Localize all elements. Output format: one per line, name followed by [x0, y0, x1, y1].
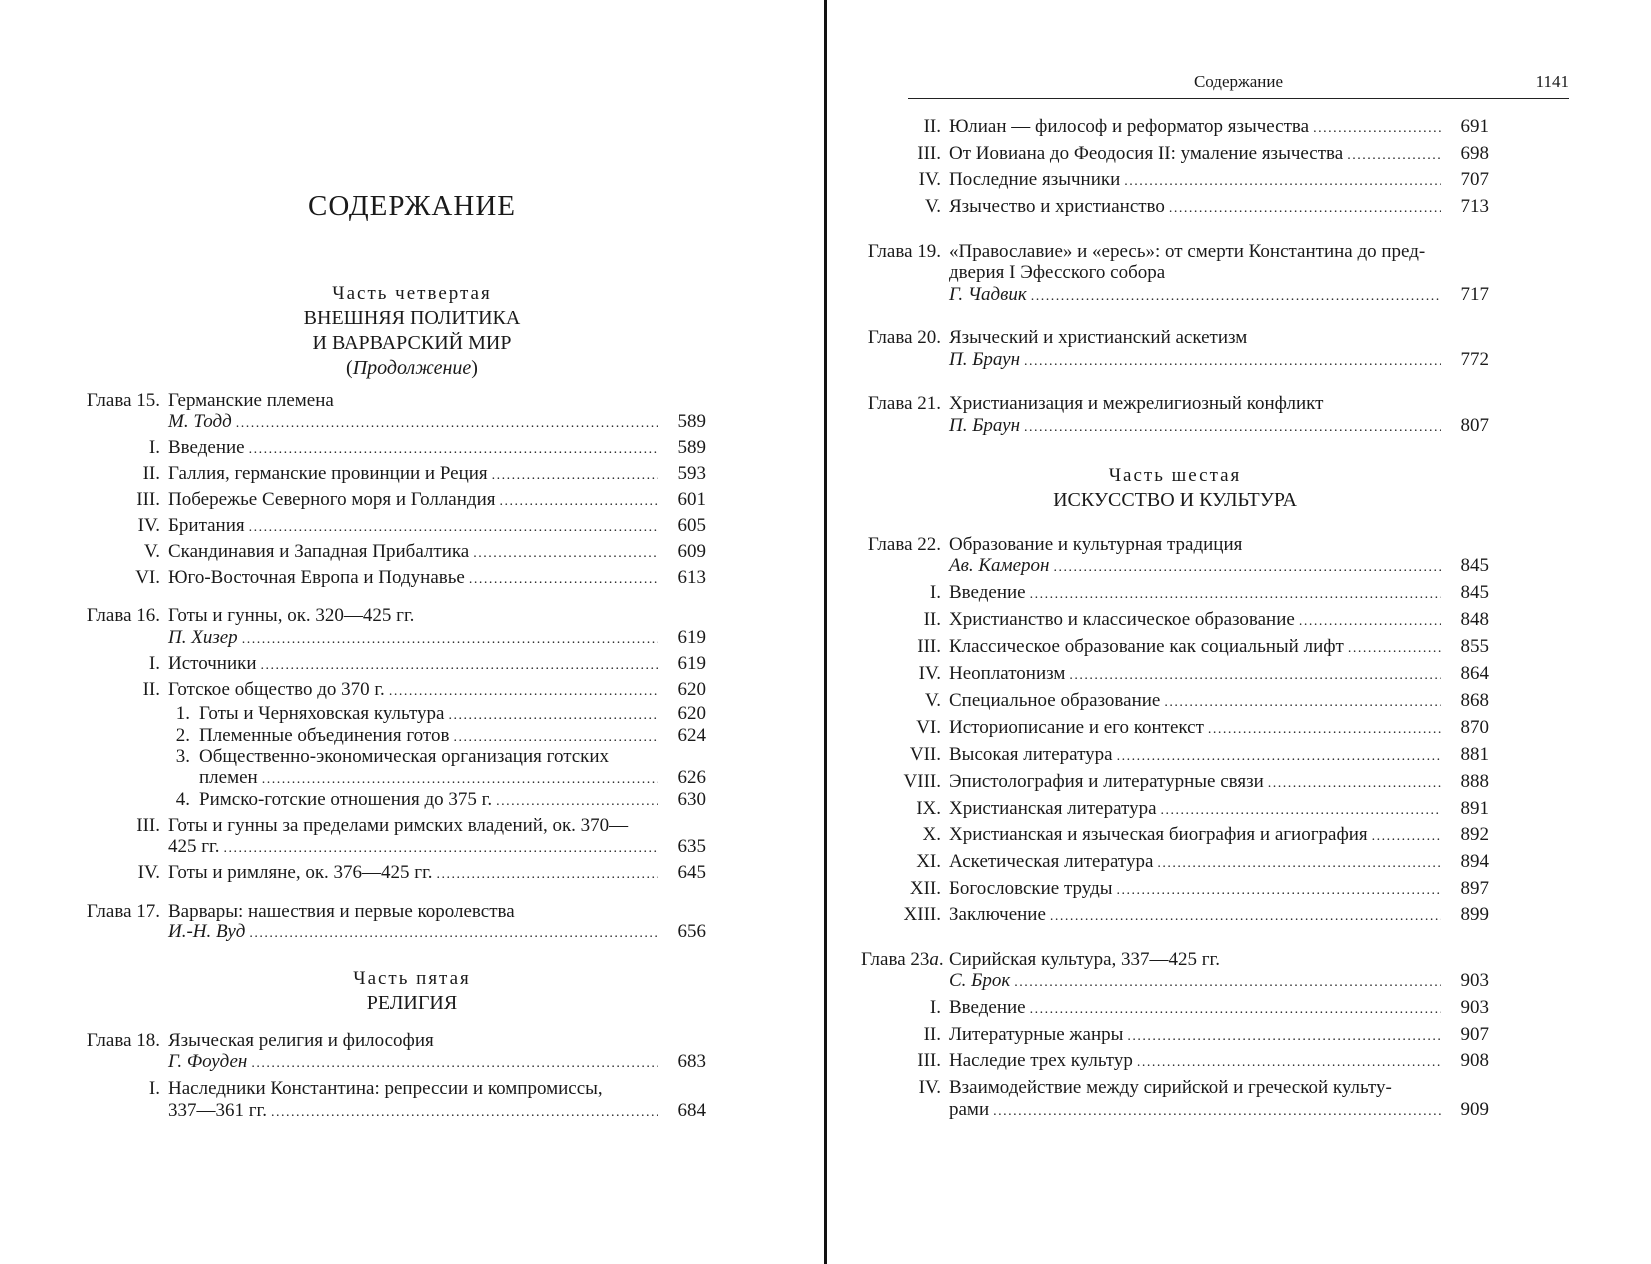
chapter-title: Германские племена	[168, 390, 334, 411]
chapter-author: И.-Н. Вуд	[168, 921, 246, 942]
section-number: II.	[923, 1024, 941, 1045]
toc-section[interactable]	[80, 566, 706, 592]
leader-dots	[1050, 903, 1441, 929]
section-number: IV.	[137, 862, 160, 883]
section-number: III.	[136, 815, 160, 836]
chapter-author: Г. Фоуден	[168, 1051, 248, 1072]
left-page	[0, 0, 824, 1264]
leader-dots	[223, 835, 658, 861]
toc-section[interactable]	[80, 678, 706, 704]
leader-dots	[251, 1050, 658, 1076]
chapter-title: Готы и гунны, ок. 320—425 гг.	[168, 605, 415, 626]
toc-section[interactable]	[861, 877, 1489, 903]
page-number: 892	[1460, 824, 1489, 845]
running-head	[908, 70, 1569, 99]
leader-dots	[993, 1098, 1441, 1124]
toc-section[interactable]	[80, 462, 706, 488]
toc-section[interactable]	[861, 142, 1489, 168]
leader-dots	[1161, 797, 1441, 823]
leader-dots	[261, 652, 658, 678]
leader-dots	[1024, 414, 1441, 440]
leader-dots	[1169, 195, 1441, 221]
leader-dots	[1014, 969, 1441, 995]
leader-dots	[1348, 635, 1441, 661]
section-number: V.	[143, 541, 160, 562]
toc-section[interactable]	[861, 903, 1489, 929]
chapter-label: Глава 18.	[86, 1030, 160, 1051]
toc-chapter-title-cont[interactable]	[949, 261, 1489, 285]
leader-dots	[1137, 1049, 1441, 1075]
section-number: XI.	[916, 851, 941, 872]
chapter-label: Глава 15.	[86, 390, 160, 411]
leader-dots	[1164, 689, 1441, 715]
toc-section[interactable]	[861, 689, 1489, 715]
toc-author-line[interactable]	[168, 410, 706, 436]
chapter-label: Глава 21.	[867, 393, 941, 414]
page-number: 645	[677, 862, 706, 883]
toc-section[interactable]	[861, 850, 1489, 876]
part-label: Часть шестая	[1108, 465, 1242, 486]
leader-dots	[242, 626, 658, 652]
page-number: 707	[1460, 169, 1489, 190]
leader-dots	[1127, 1023, 1441, 1049]
subsection-title: Племенные объединения готов	[199, 725, 450, 746]
part-title: ИСКУССТВО И КУЛЬТУРА	[1053, 489, 1297, 511]
part-note: (Продолжение)	[346, 357, 478, 379]
page-number: 848	[1460, 609, 1489, 630]
section-number: VIII.	[903, 771, 941, 792]
chapter-title: Варвары: нашествия и первые королевства	[168, 901, 515, 922]
section-number: I.	[929, 997, 941, 1018]
section-title: Готы и гунны за пределами римских владений, ок. 370—	[168, 815, 629, 836]
section-number: IV.	[137, 515, 160, 536]
page-number: 619	[677, 653, 706, 674]
section-number: V.	[924, 690, 941, 711]
page-number: 635	[677, 836, 706, 857]
section-title: Христианская литература	[949, 798, 1157, 819]
section-number: I.	[148, 1078, 160, 1099]
section-number: XII.	[909, 878, 941, 899]
toc-section[interactable]	[861, 115, 1489, 141]
toc-section[interactable]	[861, 1076, 1489, 1100]
chapter-label: Глава 20.	[867, 327, 941, 348]
page-number: 593	[677, 463, 706, 484]
part-title-line1: ВНЕШНЯЯ ПОЛИТИКА	[303, 307, 521, 329]
page-number: 897	[1460, 878, 1489, 899]
page-number: 899	[1460, 904, 1489, 925]
section-title: Наследие трех культур	[949, 1050, 1133, 1071]
toc-section[interactable]	[861, 770, 1489, 796]
subsection-number: 1.	[175, 703, 190, 724]
section-title: Христианство и классическое образование	[949, 609, 1295, 630]
toc-author-line[interactable]	[949, 969, 1489, 995]
section-title: Наследники Константина: репрессии и компромиссы,	[168, 1078, 603, 1099]
section-title-cont: рами	[949, 1099, 990, 1120]
toc-section[interactable]	[861, 743, 1489, 769]
section-title: Богословские труды	[949, 878, 1113, 899]
leader-dots	[1299, 608, 1441, 634]
subsection-title-cont: племен	[199, 767, 258, 788]
leader-dots	[1117, 877, 1441, 903]
section-title: Введение	[949, 582, 1026, 603]
page-number: 691	[1460, 116, 1489, 137]
page-number: 656	[677, 921, 706, 942]
section-title-cont: 337—361 гг.	[168, 1100, 267, 1121]
chapter-title: «Православие» и «ересь»: от смерти Константина до пред-	[949, 241, 1426, 262]
part-label: Часть пятая	[353, 968, 471, 989]
leader-dots	[1069, 662, 1441, 688]
leader-dots	[249, 920, 658, 946]
section-title-cont: 425 гг.	[168, 836, 220, 857]
page-number: 626	[677, 767, 706, 788]
section-number: IV.	[918, 1077, 941, 1098]
leader-dots	[496, 788, 658, 814]
section-title: Британия	[168, 515, 245, 536]
leader-dots	[1030, 996, 1441, 1022]
chapter-title-cont: дверия I Эфесского собора	[949, 262, 1166, 283]
section-number: X.	[922, 824, 941, 845]
toc-chapter-16[interactable]	[80, 604, 706, 628]
chapter-label: Глава 22.	[867, 534, 941, 555]
section-number: VI.	[916, 717, 941, 738]
page-number: 907	[1460, 1024, 1489, 1045]
subsection-number: 4.	[175, 789, 190, 810]
subsection-number: 3.	[175, 746, 190, 767]
section-number: IV.	[918, 663, 941, 684]
section-title: Классическое образование как социальный лифт	[949, 636, 1344, 657]
section-number: I.	[929, 582, 941, 603]
leader-dots	[249, 514, 658, 540]
toc-section[interactable]	[861, 716, 1489, 742]
leader-dots	[1117, 743, 1441, 769]
section-title: Последние язычники	[949, 169, 1121, 190]
page-number: 868	[1460, 690, 1489, 711]
page-number: 630	[677, 789, 706, 810]
leader-dots	[1031, 283, 1441, 309]
leader-dots	[1208, 716, 1441, 742]
folio-number: 1141	[1535, 72, 1569, 91]
section-title: Скандинавия и Западная Прибалтика	[168, 541, 470, 562]
chapter-title: Образование и культурная традиция	[949, 534, 1243, 555]
page-number: 845	[1460, 582, 1489, 603]
leader-dots	[249, 436, 658, 462]
section-title: Источники	[168, 653, 257, 674]
chapter-author: М. Тодд	[168, 411, 232, 432]
page-number: 589	[677, 411, 706, 432]
page-number: 903	[1460, 997, 1489, 1018]
toc-section[interactable]	[861, 608, 1489, 634]
page-number: 620	[677, 679, 706, 700]
section-number: III.	[917, 636, 941, 657]
toc-section[interactable]	[861, 797, 1489, 823]
page-number: 894	[1460, 851, 1489, 872]
leader-dots	[492, 462, 658, 488]
section-number: II.	[923, 609, 941, 630]
section-title: Юго-Восточная Европа и Подунавье	[168, 567, 465, 588]
toc-author-line[interactable]	[168, 920, 706, 946]
toc-section[interactable]	[861, 662, 1489, 688]
page-number: 888	[1460, 771, 1489, 792]
section-title: Специальное образование	[949, 690, 1161, 711]
leader-dots	[499, 488, 658, 514]
leader-dots	[473, 540, 658, 566]
page-number: 605	[677, 515, 706, 536]
leader-dots	[1347, 142, 1441, 168]
chapter-author: П. Браун	[949, 349, 1021, 370]
section-number: VII.	[909, 744, 941, 765]
leader-dots	[1030, 581, 1441, 607]
toc-section-cont[interactable]	[168, 1099, 706, 1125]
section-title: Христианская и языческая биография и агиография	[949, 824, 1368, 845]
section-title: Неоплатонизм	[949, 663, 1066, 684]
page-number: 684	[677, 1100, 706, 1121]
section-number: IV.	[918, 169, 941, 190]
toc-section-cont[interactable]	[168, 835, 706, 861]
toc-section-cont[interactable]	[949, 1098, 1489, 1124]
chapter-author: П. Браун	[949, 415, 1021, 436]
page-number: 845	[1460, 555, 1489, 576]
chapter-label: Глава 17.	[86, 901, 160, 922]
section-number: II.	[142, 463, 160, 484]
chapter-author: С. Брок	[949, 970, 1011, 991]
page-number: 903	[1460, 970, 1489, 991]
leader-dots	[1268, 770, 1441, 796]
page-number: 807	[1460, 415, 1489, 436]
toc-section[interactable]	[861, 1023, 1489, 1049]
page-number: 717	[1460, 284, 1489, 305]
section-title: Заключение	[949, 904, 1046, 925]
section-title: Юлиан — философ и реформатор язычества	[949, 116, 1310, 137]
toc-section[interactable]	[80, 436, 706, 462]
page-number: 589	[677, 437, 706, 458]
part-title: РЕЛИГИЯ	[366, 992, 458, 1014]
chapter-label: Глава 16.	[86, 605, 160, 626]
leader-dots	[437, 861, 659, 887]
toc-section[interactable]	[861, 168, 1489, 194]
section-title: Взаимодействие между сирийской и греческой культу-	[949, 1077, 1392, 1098]
page-number: 713	[1460, 196, 1489, 217]
toc-section[interactable]	[80, 1077, 706, 1101]
leader-dots	[469, 566, 658, 592]
section-number: III.	[917, 143, 941, 164]
toc-section[interactable]	[861, 581, 1489, 607]
page-number: 619	[677, 627, 706, 648]
page-number: 864	[1460, 663, 1489, 684]
page-number: 772	[1460, 349, 1489, 370]
chapter-author: Г. Чадвик	[949, 284, 1027, 305]
section-number: I.	[148, 653, 160, 674]
toc-author-line[interactable]	[168, 1050, 706, 1076]
chapter-title: Сирийская культура, 337—425 гг.	[949, 949, 1220, 970]
toc-section[interactable]	[80, 514, 706, 540]
part-five-heading	[0, 967, 824, 1016]
chapter-author: П. Хизер	[168, 627, 238, 648]
leader-dots	[1157, 850, 1441, 876]
section-number: II.	[923, 116, 941, 137]
toc-section[interactable]	[861, 195, 1489, 221]
subsection-number: 2.	[175, 725, 190, 746]
subsection-title: Готы и Черняховская культура	[199, 703, 445, 724]
chapter-title: Языческая религия и философия	[168, 1030, 434, 1051]
toc-section[interactable]	[80, 861, 706, 887]
section-number: V.	[924, 196, 941, 217]
section-title: Литературные жанры	[949, 1024, 1124, 1045]
section-title: Язычество и христианство	[949, 196, 1165, 217]
toc-section[interactable]	[861, 996, 1489, 1022]
page-number: 624	[677, 725, 706, 746]
part-four-heading	[0, 282, 824, 381]
page-number: 683	[677, 1051, 706, 1072]
toc-chapter-20[interactable]	[861, 326, 1489, 350]
page-number: 855	[1460, 636, 1489, 657]
chapter-author: Ав. Камерон	[949, 555, 1050, 576]
chapter-label: Глава 19.	[867, 241, 941, 262]
page-number: 909	[1460, 1099, 1489, 1120]
section-title: Эпистолография и литературные связи	[949, 771, 1264, 792]
page-number: 698	[1460, 143, 1489, 164]
section-title: Побережье Северного моря и Голландия	[168, 489, 496, 510]
part-title-line2: И ВАРВАРСКИЙ МИР	[312, 332, 512, 354]
right-page	[827, 0, 1651, 1264]
section-title: Галлия, германские провинции и Реция	[168, 463, 488, 484]
part-label: Часть четвертая	[332, 283, 492, 304]
toc-author-line[interactable]	[949, 283, 1489, 309]
toc-section[interactable]	[861, 823, 1489, 849]
leader-dots	[1313, 115, 1441, 141]
leader-dots	[1024, 348, 1441, 374]
page-number: 609	[677, 541, 706, 562]
section-number: XIII.	[903, 904, 941, 925]
section-title: От Иовиана до Феодосия II: умаление язычества	[949, 143, 1344, 164]
toc-section[interactable]	[80, 652, 706, 678]
section-title: Готское общество до 370 г.	[168, 679, 385, 700]
page-number: 908	[1460, 1050, 1489, 1071]
toc-author-line[interactable]	[949, 348, 1489, 374]
section-title: Высокая литература	[949, 744, 1113, 765]
section-title: Историописание и его контекст	[949, 717, 1204, 738]
section-title: Введение	[949, 997, 1026, 1018]
section-number: I.	[148, 437, 160, 458]
page-number: 613	[677, 567, 706, 588]
page-number: 881	[1460, 744, 1489, 765]
chapter-title: Христианизация и межрелигиозный конфликт	[949, 393, 1324, 414]
page-number: 601	[677, 489, 706, 510]
toc-author-line[interactable]	[949, 414, 1489, 440]
subsection-title: Общественно-экономическая организация готских	[199, 746, 610, 767]
leader-dots	[1372, 823, 1441, 849]
leader-dots	[1124, 168, 1441, 194]
leader-dots	[1053, 554, 1441, 580]
section-number: III.	[136, 489, 160, 510]
toc-section[interactable]	[861, 1049, 1489, 1075]
toc-section[interactable]	[861, 635, 1489, 661]
toc-section[interactable]	[80, 540, 706, 566]
page-number: 620	[677, 703, 706, 724]
leader-dots	[236, 410, 658, 436]
leader-dots	[271, 1099, 658, 1125]
toc-chapter-21[interactable]	[861, 392, 1489, 416]
section-number: VI.	[135, 567, 160, 588]
toc-author-line[interactable]	[949, 554, 1489, 580]
page-number: 870	[1460, 717, 1489, 738]
section-number: IX.	[916, 798, 941, 819]
section-title: Готы и римляне, ок. 376—425 гг.	[168, 862, 433, 883]
running-head-title: Содержание	[1193, 72, 1284, 91]
section-number: III.	[917, 1050, 941, 1071]
toc-section[interactable]	[80, 488, 706, 514]
page-number: 891	[1460, 798, 1489, 819]
toc-subsection[interactable]	[168, 788, 706, 814]
section-title: Аскетическая литература	[949, 851, 1154, 872]
leader-dots	[389, 678, 658, 704]
page-title: СОДЕРЖАНИЕ	[308, 190, 516, 222]
section-number: II.	[142, 679, 160, 700]
subsection-title: Римско-готские отношения до 375 г.	[199, 789, 493, 810]
part-six-heading	[861, 464, 1489, 513]
chapter-title: Языческий и христианский аскетизм	[949, 327, 1248, 348]
toc-author-line[interactable]	[168, 626, 706, 652]
chapter-label: Глава 23а.	[861, 949, 944, 970]
section-title: Введение	[168, 437, 245, 458]
